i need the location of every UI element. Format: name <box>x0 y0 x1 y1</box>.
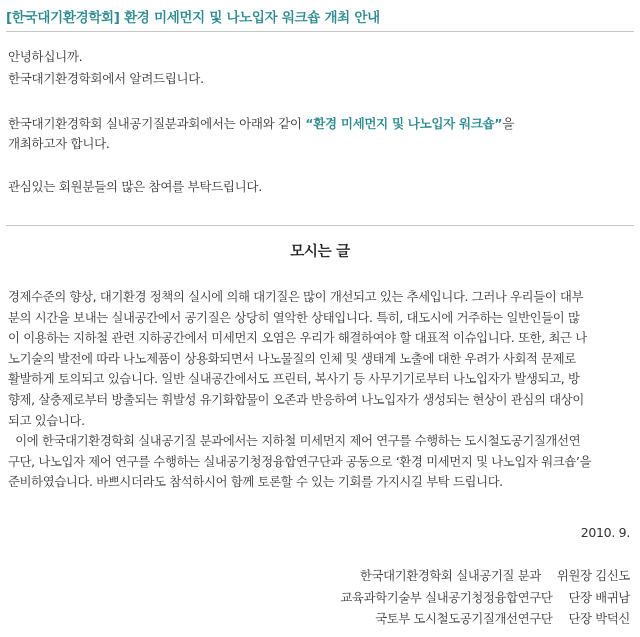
signature-line <box>360 566 630 584</box>
letter-body-line: 되고 있습니다. <box>8 413 85 428</box>
page-title: [한국대기환경학회] 환경 미세먼지 및 나노입자 워크숍 개최 안내 <box>6 10 380 26</box>
workshop-announcement <box>8 114 514 134</box>
letter-body-line: 구단, 나노입자 제어 연구를 수행하는 실내공기청정융합연구단과 공동으로 ‘환경 미세먼지 및 나노입자 워크숍’을 <box>8 454 592 469</box>
announcement-prefix: 한국대기환경학회 실내공기질분과회에서는 아래와 같이 <box>8 116 306 131</box>
letter-body-line: 분의 시간을 보내는 실내공간에서 공기질은 상당히 열악한 상태입니다. 특히, 대도시에 거주하는 일반인들이 많 <box>8 310 580 325</box>
announce-text: 한국대기환경학회에서 알려드립니다. <box>8 71 204 86</box>
letter-body-line: 노기술의 발전에 따라 나노제품이 상용화되면서 나노물질의 인체 및 생태계 노출에 대한 우려가 사회적 문제로 <box>8 351 576 366</box>
signature-role: 단장 박덕신 <box>568 612 630 626</box>
signature-org: 교육과학기술부 실내공기청정융합연구단 <box>340 591 553 605</box>
signature-line <box>375 609 630 627</box>
letter-body-line: 이에 한국대기환경학회 실내공기질 분과에서는 지하철 미세먼지 제어 연구를 수행하는 도시철도공기질개선연 <box>8 434 581 449</box>
letter-body-line: 활발하게 토의되고 있습니다. 일반 실내공간에서도 프린터, 복사기 등 사무기기로부터 나노입자가 발생되고, 방 <box>8 372 580 387</box>
letter-title: 모시는 글 <box>290 244 350 260</box>
top-divider <box>6 31 634 32</box>
signature-org: 국토부 도시철도공기질개선연구단 <box>375 612 553 626</box>
letter-body-line: 경제수준의 향상, 대기환경 정책의 실시에 의해 대기질은 많이 개선되고 있는 추세입니다. 그러나 우리들이 대부 <box>8 290 584 304</box>
letter-body-line: 향제, 살충제로부터 방출되는 휘발성 유기화합물이 오존과 반응하여 나노입자가 생성되는 현상이 관심의 대상이 <box>8 392 584 407</box>
signature-role: 단장 배귀남 <box>568 591 630 605</box>
announcement-continuation: 개최하고자 합니다. <box>8 136 110 151</box>
participation-request: 관심있는 회원분들의 많은 참여를 부탁드립니다. <box>8 179 262 194</box>
letter-body-line: 준비하였습니다. 바쁘시더라도 참석하시어 함께 토론할 수 있는 기회를 가지시길 부탁 드립니다. <box>8 475 503 490</box>
section-divider <box>6 225 634 226</box>
letter-body <box>8 287 634 493</box>
signature-line <box>340 588 630 606</box>
signature-role: 위원장 김신도 <box>556 569 630 583</box>
letter-body-line: 이 이용하는 지하철 관련 지하공간에서 미세먼지 오염은 우리가 해결하여야 할 대표적 이슈입니다. 또한, 최근 나 <box>8 331 587 346</box>
greeting-text: 안녕하십니까. <box>8 49 83 64</box>
signature-org: 한국대기환경학회 실내공기질 분과 <box>360 569 541 583</box>
workshop-name-highlight: “환경 미세먼지 및 나노입자 워크숍” <box>305 116 503 131</box>
announcement-suffix: 을 <box>502 116 514 131</box>
letter-date: 2010. 9. <box>580 525 630 540</box>
